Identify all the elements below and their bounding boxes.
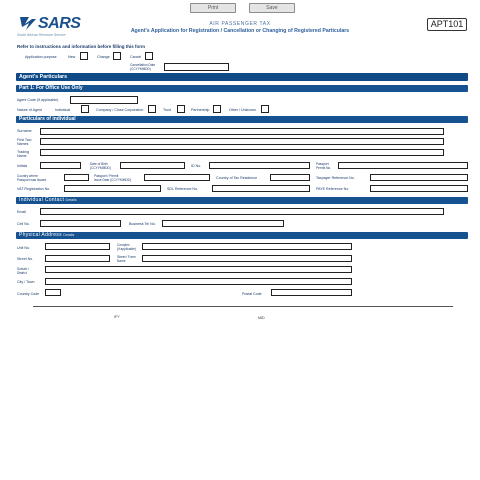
nature-other-label: Other / Unknown bbox=[229, 108, 256, 112]
email-label: Email bbox=[17, 210, 26, 214]
section-individual-particulars: Particulars of individual bbox=[16, 116, 468, 123]
footer-divider bbox=[33, 306, 453, 307]
nature-partnership-label: Partnership bbox=[191, 108, 210, 112]
sars-emblem-icon bbox=[20, 17, 36, 30]
taxpayer-ref-label: Taxpayer Reference No. bbox=[316, 176, 355, 180]
first-names-field[interactable] bbox=[40, 138, 444, 145]
street-name-field[interactable] bbox=[142, 255, 352, 262]
cancellation-date-label: Cancellation Date (CCYYMMDD) bbox=[130, 63, 156, 71]
surname-field[interactable] bbox=[40, 128, 444, 135]
initials-field[interactable] bbox=[40, 162, 81, 169]
first-names-label: First Two Names bbox=[17, 138, 32, 146]
country-residence-field[interactable] bbox=[270, 174, 310, 181]
sdl-ref-label: SDL Reference No. bbox=[167, 187, 199, 191]
nature-individual-checkbox[interactable] bbox=[81, 105, 89, 113]
cancellation-date-field[interactable] bbox=[164, 63, 229, 71]
vat-reg-label: VAT Registration No. bbox=[17, 187, 51, 191]
trading-name-label: Trading Name bbox=[17, 150, 30, 158]
form-subtitle: Agent's Application for Registration / Cancellation or Changing of Registered Particulars bbox=[130, 28, 350, 34]
application-purpose-label: Application purpose bbox=[25, 55, 57, 59]
purpose-cancel-checkbox[interactable] bbox=[145, 52, 153, 60]
section-physical-address bbox=[16, 232, 468, 239]
nature-company-checkbox[interactable] bbox=[148, 105, 156, 113]
section-office-use: Part 1: For Office Use Only bbox=[16, 85, 468, 92]
nature-trust-label: Trust bbox=[163, 108, 172, 112]
passport-no-label: Passport Permit No. bbox=[316, 162, 332, 170]
agent-code-field[interactable] bbox=[70, 96, 138, 104]
physical-address-hint: Details bbox=[63, 233, 75, 237]
street-no-label: Street No. bbox=[17, 257, 34, 261]
complex-label: Complex (if applicable) bbox=[117, 243, 136, 251]
section-agent-particulars: Agent's Particulars bbox=[16, 73, 468, 81]
nature-trust-checkbox[interactable] bbox=[177, 105, 185, 113]
unit-no-label: Unit No. bbox=[17, 246, 30, 250]
vat-reg-field[interactable] bbox=[64, 185, 161, 192]
street-name-label: Street / Farm Name bbox=[117, 255, 136, 263]
purpose-new-label: New bbox=[68, 55, 76, 59]
physical-address-title: Physical Address bbox=[19, 232, 62, 238]
save-button[interactable]: Save bbox=[249, 3, 295, 13]
nature-other-checkbox[interactable] bbox=[261, 105, 269, 113]
date-of-birth-field[interactable] bbox=[120, 162, 185, 169]
passport-no-field[interactable] bbox=[338, 162, 468, 169]
purpose-change-checkbox[interactable] bbox=[113, 52, 121, 60]
email-field[interactable] bbox=[40, 208, 444, 215]
print-button[interactable]: Print bbox=[190, 3, 236, 13]
suburb-label: Suburb / District bbox=[17, 267, 30, 275]
initials-label: Initials bbox=[17, 164, 28, 168]
purpose-new-checkbox[interactable] bbox=[80, 52, 88, 60]
cell-no-field[interactable] bbox=[40, 220, 121, 227]
logo-wordmark: SARS bbox=[38, 15, 81, 32]
postal-code-label: Postal Code bbox=[242, 292, 262, 296]
form-code: APT101 bbox=[427, 18, 467, 31]
footer-right-text: MID bbox=[258, 316, 265, 320]
surname-label: Surname bbox=[17, 129, 32, 133]
id-no-field[interactable] bbox=[209, 162, 310, 169]
taxpayer-ref-field[interactable] bbox=[370, 174, 468, 181]
passport-issue-date-label: Passport / Permit Issue Date (CCYYMMDD) bbox=[94, 174, 132, 182]
suburb-field[interactable] bbox=[45, 266, 352, 273]
cell-no-label: Cell No. bbox=[17, 222, 30, 226]
sdl-ref-field[interactable] bbox=[212, 185, 310, 192]
country-passport-field[interactable] bbox=[64, 174, 89, 181]
nature-of-agent-label: Nature of Agent bbox=[17, 108, 42, 112]
logo-tagline: South African Revenue Service bbox=[17, 33, 66, 37]
date-of-birth-label: Date of Birth (CCYYMMDD) bbox=[90, 162, 111, 170]
purpose-cancel-label: Cancel bbox=[130, 55, 142, 59]
business-tel-label: Business Tel No. bbox=[129, 222, 156, 226]
trading-name-field[interactable] bbox=[40, 149, 444, 156]
paye-ref-field[interactable] bbox=[370, 185, 468, 192]
country-passport-label: Country where Passport was issued bbox=[17, 174, 47, 182]
city-field[interactable] bbox=[45, 278, 352, 285]
country-code-field[interactable] bbox=[45, 289, 61, 296]
nature-company-label: Company / Close Corporation bbox=[96, 108, 144, 112]
complex-field[interactable] bbox=[142, 243, 352, 250]
nature-individual-label: Individual bbox=[55, 108, 71, 112]
agent-code-label: Agent Code (if applicable) bbox=[17, 98, 59, 102]
instructions-text: Refer to instructions and information before filling this form bbox=[17, 44, 146, 49]
id-no-label: ID No. bbox=[191, 164, 202, 168]
street-no-field[interactable] bbox=[45, 255, 110, 262]
passport-issue-date-field[interactable] bbox=[144, 174, 210, 181]
form-title: AIR PASSENGER TAX bbox=[209, 21, 271, 27]
purpose-change-label: Change bbox=[97, 55, 110, 59]
individual-contact-hint: Details bbox=[65, 198, 77, 202]
paye-ref-label: PAYE Reference No. bbox=[316, 187, 350, 191]
unit-no-field[interactable] bbox=[45, 243, 110, 250]
postal-code-field[interactable] bbox=[271, 289, 352, 296]
section-individual-contact bbox=[16, 197, 468, 204]
country-code-label: Country Code bbox=[17, 292, 40, 296]
footer-left-text: IFY bbox=[114, 315, 120, 319]
sars-logo bbox=[16, 15, 86, 41]
nature-partnership-checkbox[interactable] bbox=[213, 105, 221, 113]
city-label: City / Town bbox=[17, 280, 35, 284]
country-residence-label: Country of Tax Residence bbox=[216, 176, 258, 180]
business-tel-field[interactable] bbox=[162, 220, 284, 227]
individual-contact-title: Individual Contact bbox=[19, 197, 65, 203]
